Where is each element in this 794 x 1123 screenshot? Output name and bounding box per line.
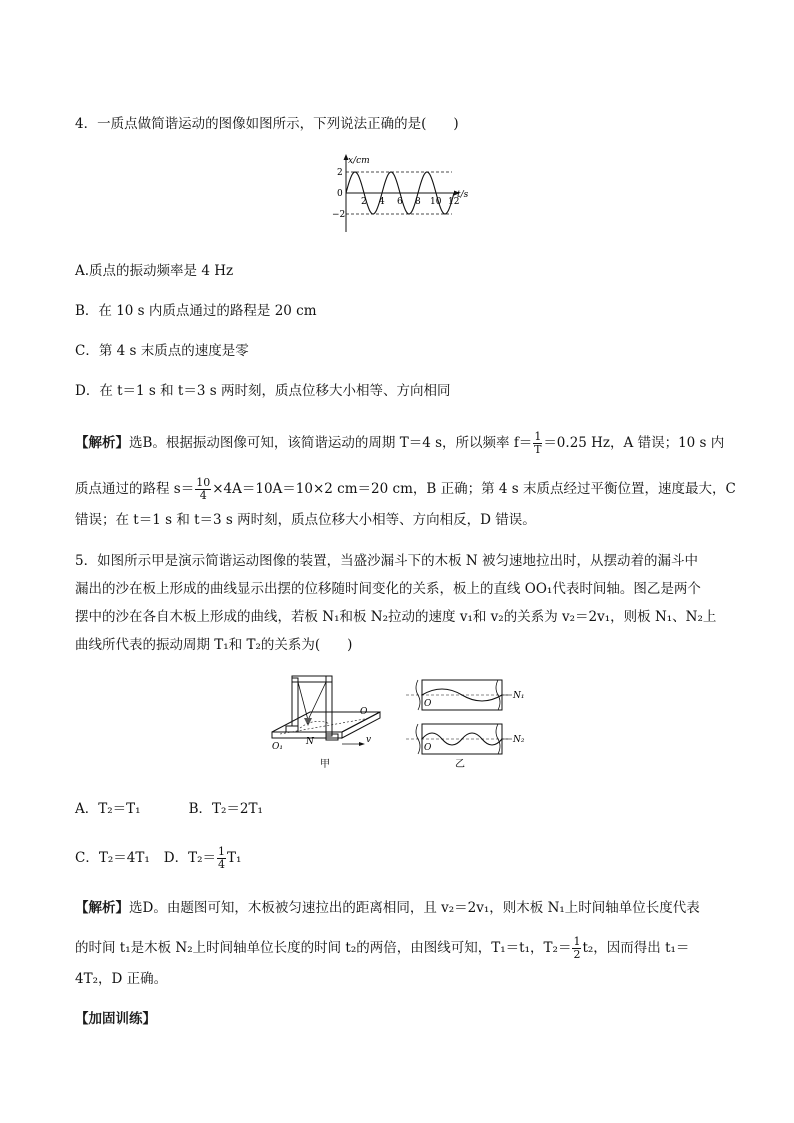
x-tick-12: 12 (448, 197, 460, 207)
label-O: O (360, 707, 368, 717)
label-O-bottom: O (424, 743, 432, 753)
q5-option-d: D．T₂＝ $\frac{1}{4}$ T₁ (163, 845, 242, 871)
q5-options-ab (75, 800, 263, 818)
section-tag-reinforcement: 【加固训练】 (75, 1011, 156, 1027)
label-N1: N₁ (513, 691, 525, 701)
q5-analysis-line2: 的时间 t₁是木板 N₂上时间轴单位长度的时间 t₂的两倍，由图线可知，T₁＝t₁，T₂＝ $\frac{1}{2}$ t₂，因而得出 t₁＝ (75, 935, 690, 961)
q5-options-cd (75, 846, 241, 871)
x-axis-label: t/s (457, 190, 469, 200)
label-jia: 甲 (320, 759, 330, 770)
q4-analysis-line1: 【解析】选B。根据振动图像可知，该简谐运动的周期 T＝4 s，所以频率 f＝ $\frac{1}{T}$ ＝0.25 Hz，A 错误；10 s 内 (75, 430, 725, 456)
y-axis-label: x/cm (348, 156, 370, 166)
x-tick-8: 8 (415, 197, 421, 207)
q4-option-d: D．在 t＝1 s 和 t＝3 s 两时刻，质点位移大小相等、方向相同 (75, 383, 451, 399)
x-tick-2: 2 (361, 197, 367, 207)
q4-analysis-line3: 错误；在 t＝1 s 和 t＝3 s 两时刻，质点位移大小相等、方向相反，D 错误。 (75, 512, 536, 528)
y-tick-0: 0 (337, 189, 343, 199)
label-O-top: O (424, 699, 432, 709)
q4-option-b: B．在 10 s 内质点通过的路程是 20 cm (75, 303, 317, 319)
q5-analysis-line3: 4T₂，D 正确。 (75, 971, 168, 987)
q5-stem-line1: 5．如图所示甲是演示简谐运动图像的装置，当盛沙漏斗下的木板 N 被匀速地拉出时，从摆动着的漏斗中 (75, 553, 698, 569)
q5-option-c: C．T₂＝4T₁ (75, 850, 150, 866)
label-v: v (366, 735, 372, 745)
q5-option-a: A．T₂＝T₁ (75, 801, 141, 817)
analysis-tag: 【解析】 (75, 435, 129, 451)
fraction: $\frac{10}{4}$ (196, 476, 211, 502)
x-tick-6: 6 (397, 197, 403, 207)
x-tick-4: 4 (379, 197, 385, 207)
x-tick-10: 10 (430, 197, 442, 207)
analysis-tag: 【解析】 (75, 900, 129, 916)
label-O1: O₁ (272, 742, 283, 752)
q5-stem-line2: 漏出的沙在板上形成的曲线显示出摆的位移随时间变化的关系，板上的直线 OO₁代表时间轴。图乙是两个 (75, 581, 701, 597)
label-N: N (306, 737, 314, 747)
fraction: $\frac{1}{T}$ (534, 430, 542, 456)
q5-stem-line3: 摆中的沙在各自木板上形成的曲线，若板 N₁和板 N₂拉动的速度 v₁和 v₂的关系为 v₂＝2v₁，则板 N₁、N₂上 (75, 609, 717, 625)
y-tick-neg2: −2 (332, 210, 346, 220)
fraction: $\frac{1}{4}$ (218, 845, 226, 871)
q5-option-b: B．T₂＝2T₁ (188, 801, 263, 817)
q4-stem: 4．一质点做简谐运动的图像如图所示，下列说法正确的是( ) (75, 116, 459, 132)
label-N2: N₂ (513, 735, 525, 745)
q4-analysis-line2: 质点通过的路程 s＝ $\frac{10}{4}$ ×4A＝10A＝10×2 cm＝20 cm，B 正确；第 4 s 末质点经过平衡位置，速度最大，C (75, 476, 736, 502)
y-tick-2: 2 (337, 168, 343, 178)
q5-apparatus-figure (270, 672, 385, 776)
fraction: $\frac{1}{2}$ (573, 935, 581, 961)
q5-stem-line4: 曲线所代表的振动周期 T₁和 T₂的关系为( ) (75, 637, 353, 653)
q5-analysis-line1: 【解析】选D。由题图可知，木板被匀速拉出的距离相同，且 v₂＝2v₁，则木板 N₁上时间轴单位长度代表 (75, 900, 700, 916)
q4-vibration-graph (330, 152, 480, 236)
q4-option-c: C．第 4 s 末质点的速度是零 (75, 343, 249, 359)
q5-sand-curves-figure (400, 672, 540, 776)
q4-option-a: A.质点的振动频率是 4 Hz (75, 263, 234, 279)
label-yi: 乙 (455, 759, 465, 770)
